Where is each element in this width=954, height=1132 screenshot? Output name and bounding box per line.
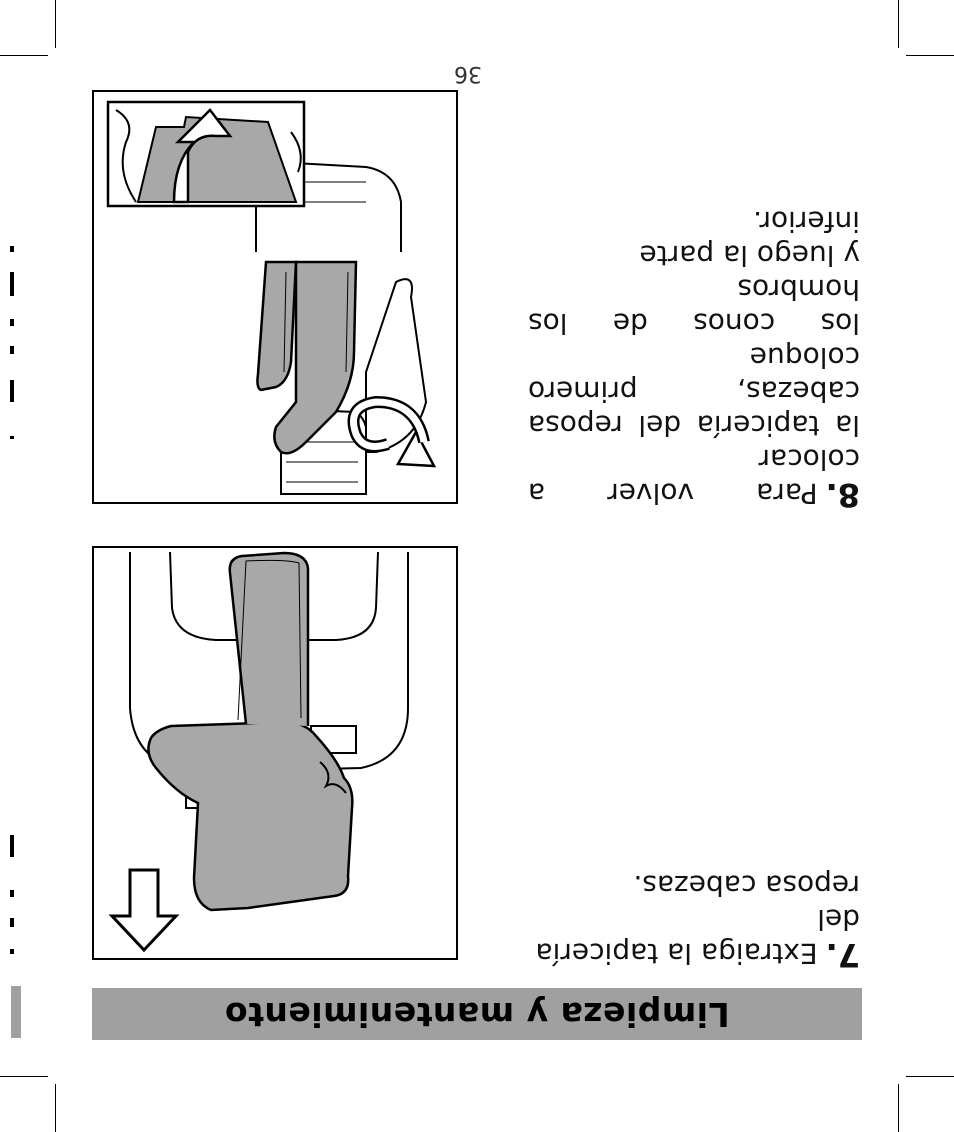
page-number: 36 — [454, 61, 482, 86]
tab-mark — [10, 835, 14, 857]
crop-mark — [898, 0, 899, 48]
step-7-line-1: Extraiga la tapicería del — [535, 903, 860, 970]
tab-mark — [10, 380, 14, 402]
tab-mark — [10, 436, 14, 439]
step-8-figure — [92, 90, 458, 504]
section-tab-bar — [11, 986, 21, 1038]
tab-mark — [10, 319, 14, 326]
step-7-figure — [92, 546, 458, 960]
headrest-cover-refit-illustration — [94, 92, 456, 502]
crop-mark — [55, 1084, 56, 1132]
cover-gray — [148, 722, 352, 910]
tab-mark — [10, 890, 14, 897]
step-8-line-4: los conos de los hombros — [528, 273, 860, 340]
section-banner — [92, 988, 862, 1040]
section-title: Limpieza y mantenimiento — [224, 995, 730, 1034]
crop-mark — [906, 1076, 954, 1077]
arrow-down-outline-icon — [112, 870, 176, 950]
step-8-text — [528, 204, 860, 512]
crop-mark — [898, 1084, 899, 1132]
crop-mark — [0, 55, 48, 56]
crop-mark — [55, 0, 56, 48]
step-8-line-1: Para volver a colocar — [528, 443, 860, 510]
tab-mark — [10, 918, 14, 927]
step-7-line-2: reposa cabezas. — [633, 869, 860, 902]
headrest-cover-removal-illustration — [94, 548, 456, 958]
step-8-line-2: la tapicería del reposa — [528, 409, 860, 442]
tab-mark — [10, 346, 14, 354]
tab-mark — [10, 272, 14, 296]
step-8-line-3: cabezas, primero coloque — [528, 341, 860, 408]
crop-mark — [0, 1076, 48, 1077]
step-8-line-5: y luego la parte inferior. — [639, 205, 860, 272]
tab-mark — [10, 246, 14, 252]
step-7-number: 7. — [825, 936, 860, 974]
tab-mark — [10, 949, 14, 954]
crop-mark — [906, 55, 954, 56]
step-7-text — [520, 868, 860, 972]
step-8-number: 8. — [825, 476, 860, 514]
